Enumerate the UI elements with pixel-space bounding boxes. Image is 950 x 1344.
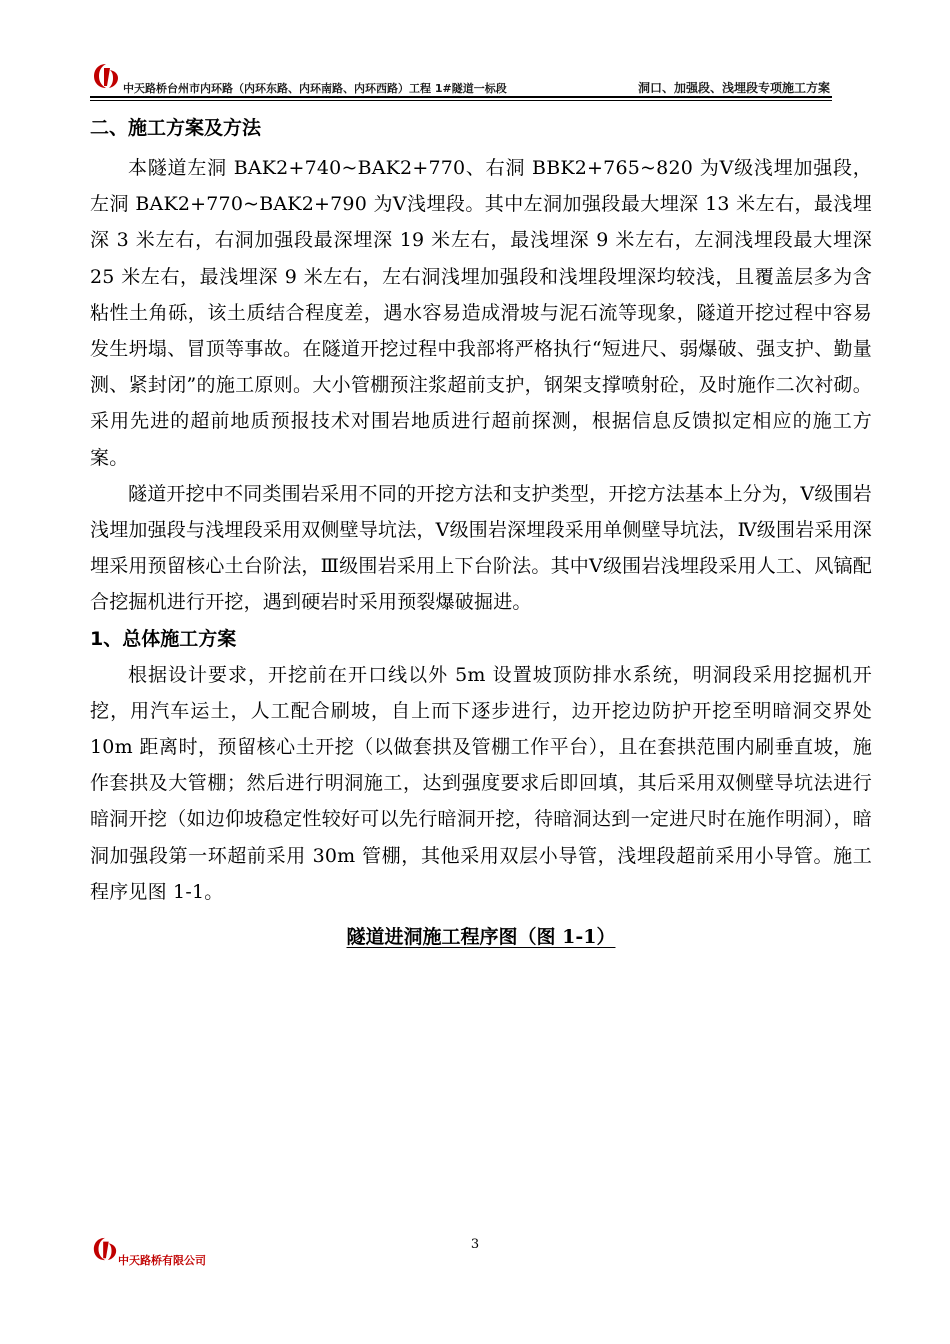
footer-logo-icon [92, 1236, 118, 1262]
header-project-title: 中天路桥台州市内环路（内环东路、内环南路、内环西路）工程 1#隧道一标段 [123, 82, 507, 95]
paragraph-overall-plan: 根据设计要求，开挖前在开口线以外 5m 设置坡顶防排水系统，明洞段采用挖掘机开挖，用汽车运土，人工配合刷坡，自上而下逐步进行，边开挖边防护开挖至明暗洞交界处 10m 距离时，预留核心土开挖（以做套拱及管棚工作平台），且在套拱范围内刷垂直坡，施作套拱及大管棚；然后进行明洞施工，达到强度要求后即回填，其后采用双侧壁导坑法进行暗洞开挖（如边仰坡稳定性较好可以先行暗洞开挖，待暗洞达到一定进尺时在施作明洞），暗洞加强段第一环超前采用 30m 管棚，其他采用双层小导管，浅埋段超前采用小导管。施工程序见图 1-1。 [90, 663, 872, 903]
figure-caption [90, 922, 872, 952]
document-body [90, 110, 872, 952]
header-divider-thin [90, 100, 832, 101]
paragraph-intro: 本隧道左洞 BAK2+740~BAK2+770、右洞 BBK2+765~820 为Ⅴ级浅埋加强段，左洞 BAK2+770~BAK2+790 为Ⅴ浅埋段。其中左洞加强段最大埋深 13 米左右，最浅埋深 3 米左右，右洞加强段最深埋深 19 米左右，最浅埋深 9 米左右，左洞浅埋段最大埋深 25 米左右，最浅埋深 9 米左右，左右洞浅埋加强段和浅埋段埋深均较浅，且覆盖层多为含粘性土角砾，该土质结合程度差，遇水容易造成滑坡与泥石流等现象，隧道开挖过程中容易发生坍塌、冒顶等事故。在隧道开挖过程中我部将严格执行“短进尺、弱爆破、强支护、勤量测、紧封闭”的施工原则。大小管棚预注浆超前支护，钢架支撑喷射砼，及时施作二次衬砌。采用先进的超前地质预报技术对围岩地质进行超前探测，根据信息反馈拟定相应的施工方案。 [90, 157, 872, 469]
figure-caption-text: 隧道进洞施工程序图（图 1-1） [346, 926, 616, 949]
subsection-heading: 1、总体施工方案 [90, 627, 237, 650]
section-heading: 二、施工方案及方法 [90, 117, 262, 139]
footer-company-name: 中天路桥有限公司 [118, 1254, 206, 1267]
header-divider [90, 96, 832, 98]
company-logo-icon [92, 62, 120, 90]
header-document-title: 洞口、加强段、浅埋段专项施工方案 [637, 81, 830, 95]
page-number: 3 [470, 1237, 480, 1252]
paragraph-methods: 隧道开挖中不同类围岩采用不同的开挖方法和支护类型，开挖方法基本上分为，Ⅴ级围岩浅埋加强段与浅埋段采用双侧壁导坑法，Ⅴ级围岩深埋段采用单侧壁导坑法，Ⅳ级围岩采用深埋采用预留核心土台阶法，Ⅲ级围岩采用上下台阶法。其中Ⅴ级围岩浅埋段采用人工、风镐配合挖掘机进行开挖，遇到硬岩时采用预裂爆破掘进。 [90, 482, 872, 614]
